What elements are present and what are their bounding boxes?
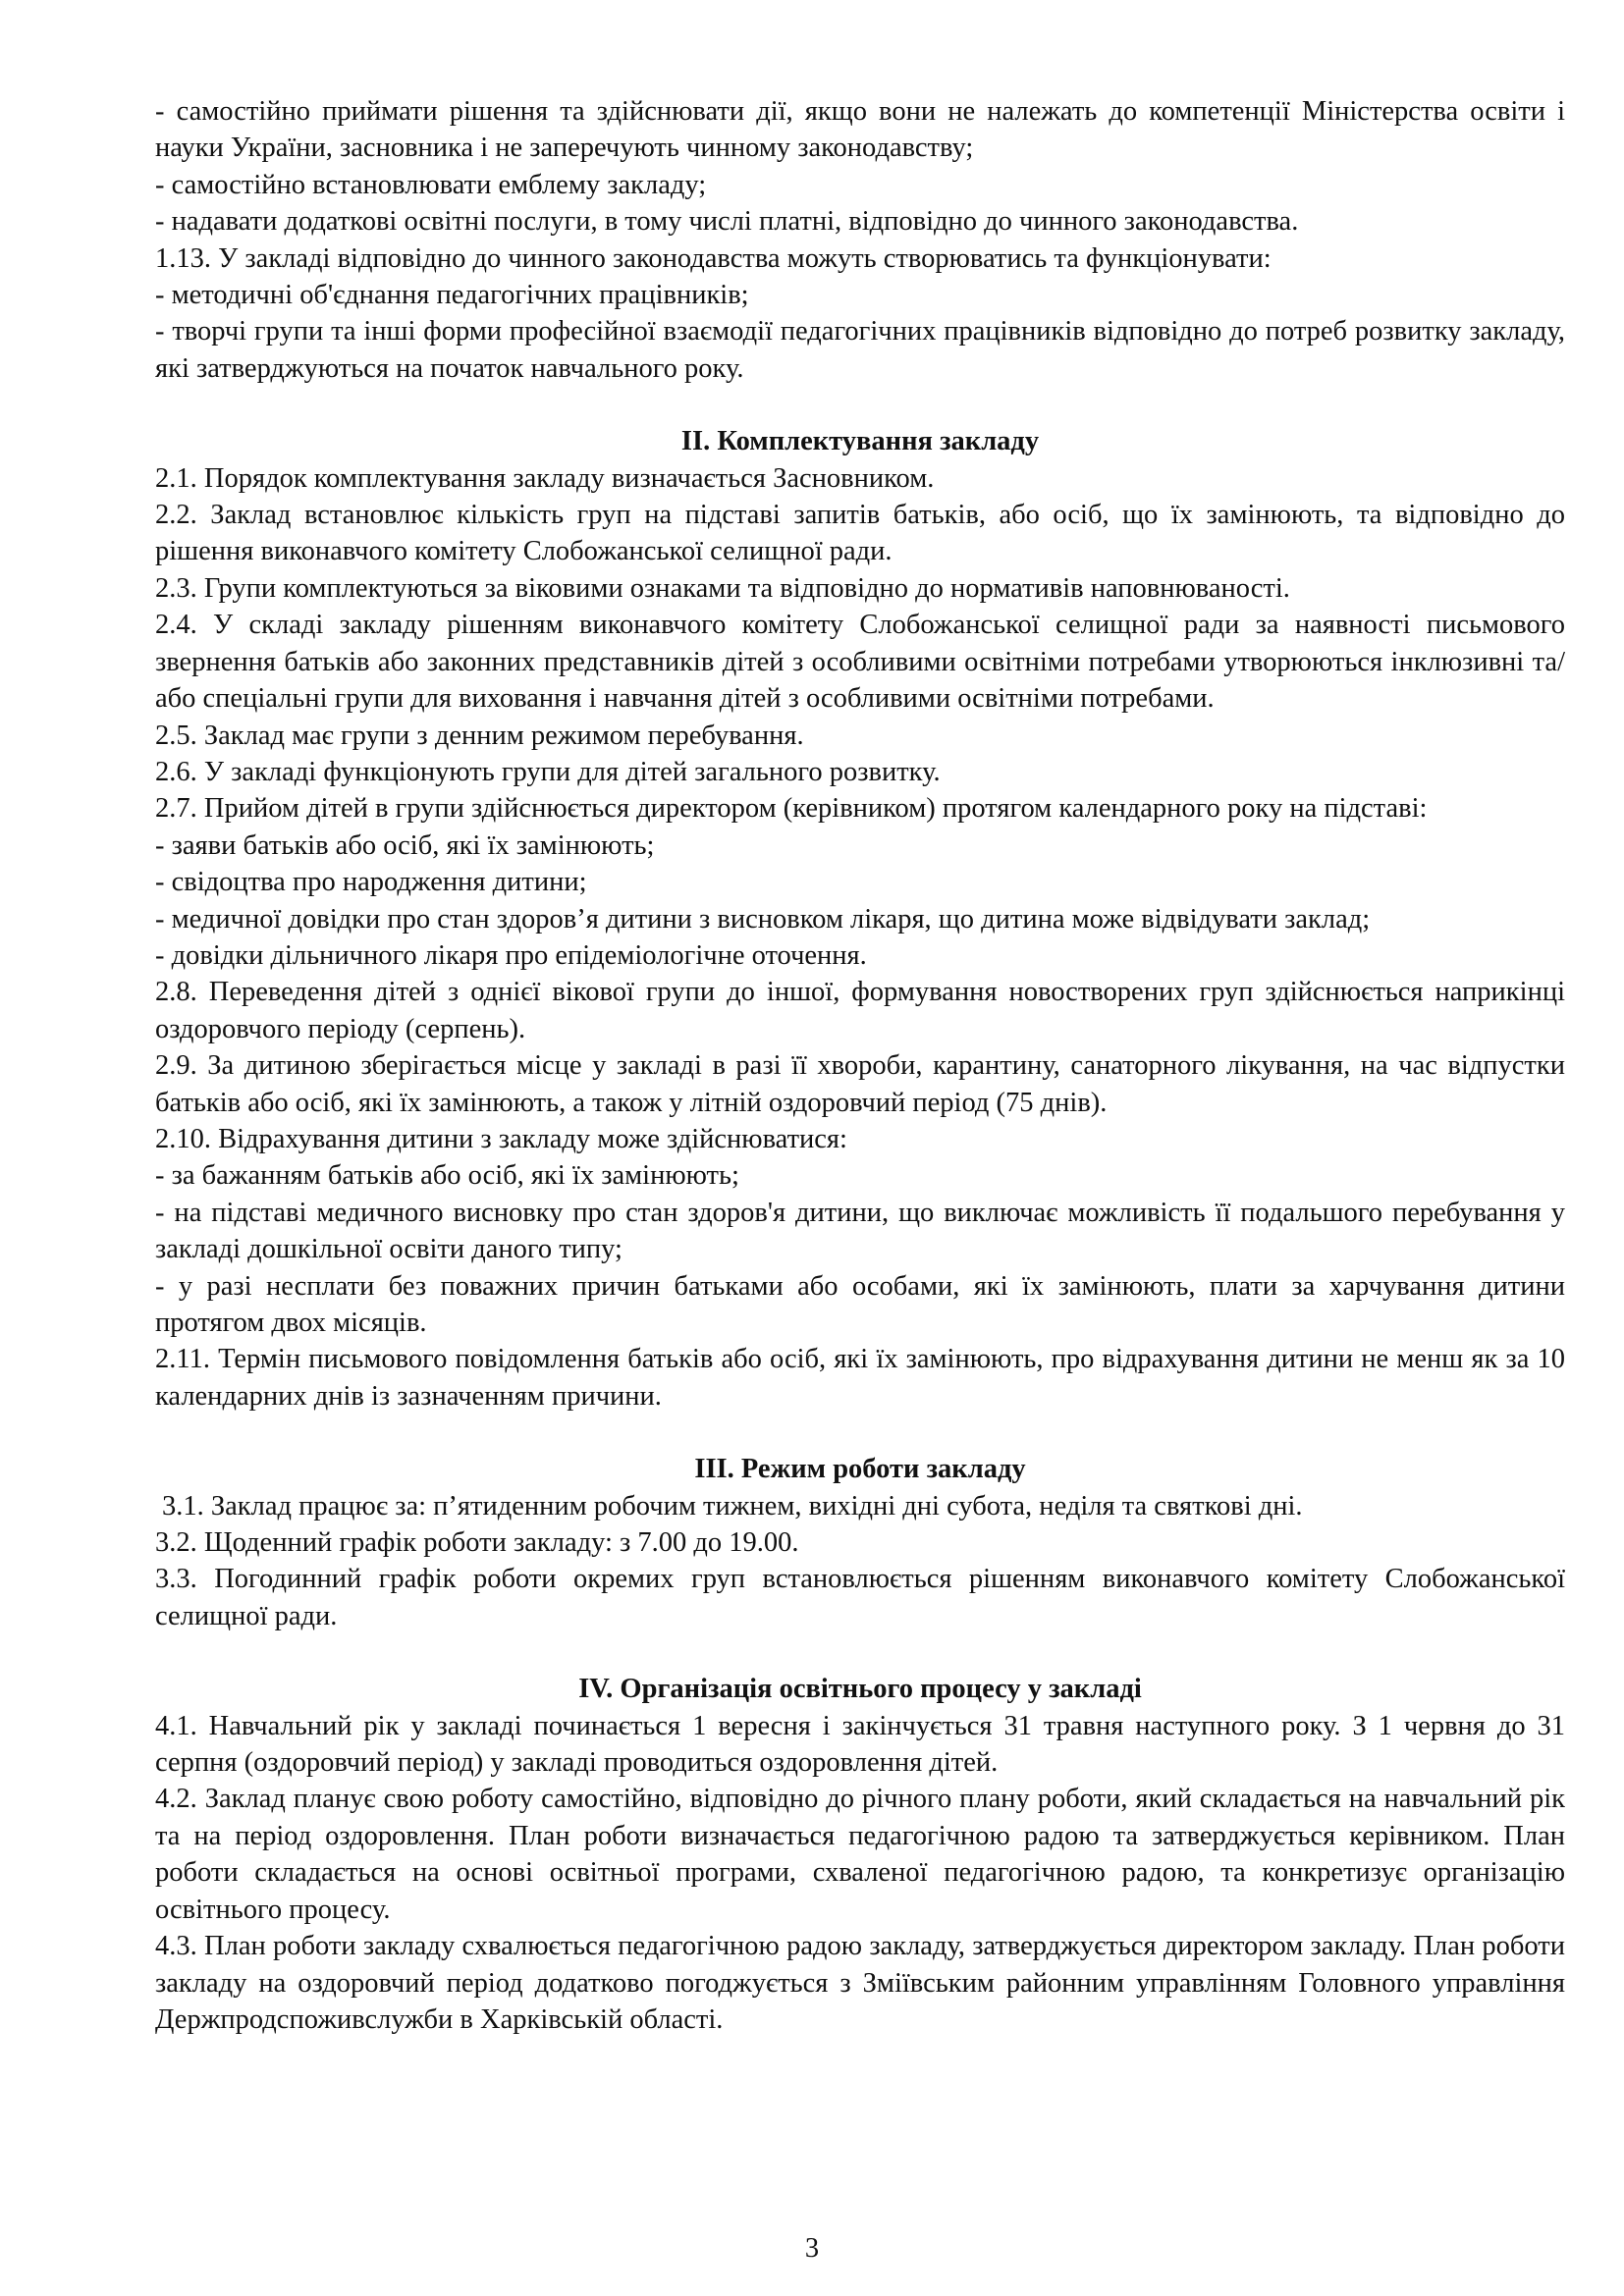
- paragraph: 3.2. Щоденний графік роботи закладу: з 7.00 до 19.00.: [155, 1527, 799, 1559]
- paragraph: - творчі групи та інші форми професійної взаємодії педагогічних працівників відповідно до потреб розвитку закладу, які затверджуються на початок навчального року.: [155, 316, 1565, 384]
- section-heading: ІV. Організація освітнього процесу у закладі: [578, 1674, 1142, 1705]
- paragraph: 2.9. За дитиною зберігається місце у закладі в разі її хвороби, карантину, санаторного лікування, на час відпустки батьків або осіб, які їх замінюють, а також у літній оздоровчий період (75 днів).: [155, 1050, 1565, 1118]
- paragraph: - на підставі медичного висновку про стан здоров'я дитини, що виключає можливість її подальшого перебування у закладі дошкільної освіти даного типу;: [155, 1197, 1565, 1265]
- paragraph: - довідки дільничного лікаря про епідеміологічне оточення.: [155, 939, 867, 971]
- paragraph: - у разі несплати без поважних причин батьками або особами, які їх замінюють, плати за харчування дитини протягом двох місяців.: [155, 1270, 1565, 1338]
- section-heading: ІІІ. Режим роботи закладу: [694, 1454, 1026, 1485]
- paragraph: - надавати додаткові освітні послуги, в тому числі платні, відповідно до чинного законодавства.: [155, 206, 1299, 238]
- paragraph: - свідоцтва про народження дитини;: [155, 867, 587, 898]
- paragraph: 2.1. Порядок комплектування закладу визначається Засновником.: [155, 462, 935, 494]
- paragraph: 2.5. Заклад має групи з денним режимом перебування.: [155, 720, 804, 751]
- paragraph: 2.8. Переведення дітей з однієї вікової групи до іншої, формування новостворених груп здійснюється наприкінці оздоровчого періоду (серпень).: [155, 977, 1565, 1044]
- paragraph: 2.10. Відрахування дитини з закладу може здійснюватися:: [155, 1123, 847, 1154]
- paragraph: 4.3. План роботи закладу схвалюється педагогічною радою закладу, затверджується директором закладу. План роботи закладу на оздоровчий період додатково погоджується з Зміївським районним управлінням Головного управління Держпродспоживслужби в Харківській області.: [155, 1931, 1565, 2035]
- section-heading: ІІ. Комплектування закладу: [680, 426, 1040, 457]
- page-number: 3: [804, 2233, 820, 2264]
- paragraph: 3.1. Заклад працює за: п’ятиденним робочим тижнем, вихідні дні субота, неділя та святкові дні.: [162, 1490, 1303, 1522]
- paragraph: - самостійно приймати рішення та здійснювати дії, якщо вони не належать до компетенції Міністерства освіти і науки України, засновника і не заперечують чинному законодавству;: [155, 96, 1565, 164]
- document-body: [155, 93, 1565, 2038]
- paragraph: - медичної довідки про стан здоров’я дитини з висновком лікаря, що дитина може відвідувати заклад;: [155, 903, 1371, 934]
- paragraph: 2.11. Термін письмового повідомлення батьків або осіб, які їх замінюють, про відрахування дитини не менш як за 10 календарних днів із зазначенням причини.: [155, 1344, 1565, 1412]
- paragraph: 3.3. Погодинний графік роботи окремих груп встановлюється рішенням виконавчого комітету Слобожанської селищної ради.: [155, 1564, 1565, 1631]
- paragraph: 4.2. Заклад планує свою роботу самостійно, відповідно до річного плану роботи, який складається на навчальний рік та на період оздоровлення. План роботи визначається педагогічною радою та затверджується керівником. План роботи складається на основі освітньої програми, схваленої педагогічною радою, та конкретизує організацію освітнього процесу.: [155, 1784, 1565, 1925]
- paragraph: - заяви батьків або осіб, які їх замінюють;: [155, 829, 655, 861]
- paragraph: 2.6. У закладі функціонують групи для дітей загального розвитку.: [155, 756, 941, 787]
- paragraph: 2.4. У складі закладу рішенням виконавчого комітету Слобожанської селищної ради за наявності письмового звернення батьків або законних представників дітей з особливими освітніми потребами утворюються інклюзивні та/або спеціальні групи для виховання і навчання дітей з особливими освітніми потребами.: [155, 610, 1565, 715]
- paragraph: 4.1. Навчальний рік у закладі починається 1 вересня і закінчується 31 травня наступного року. З 1 червня до 31 серпня (оздоровчий період) у закладі проводиться оздоровлення дітей.: [155, 1710, 1565, 1779]
- paragraph: 2.7. Прийом дітей в групи здійснюється директором (керівником) протягом календарного року на підставі:: [155, 793, 1428, 825]
- paragraph: 2.3. Групи комплектуються за віковими ознаками та відповідно до нормативів наповнюваності.: [155, 572, 1290, 604]
- paragraph: - методичні об'єднання педагогічних працівників;: [155, 280, 749, 311]
- paragraph: 2.2. Заклад встановлює кількість груп на підставі запитів батьків, або осіб, що їх замінюють, та відповідно до рішення виконавчого комітету Слобожанської селищної ради.: [155, 500, 1565, 567]
- paragraph: - самостійно встановлювати емблему закладу;: [155, 169, 707, 200]
- paragraph: - за бажанням батьків або осіб, які їх замінюють;: [155, 1160, 739, 1192]
- paragraph: 1.13. У закладі відповідно до чинного законодавства можуть створюватись та функціонувати:: [155, 242, 1272, 274]
